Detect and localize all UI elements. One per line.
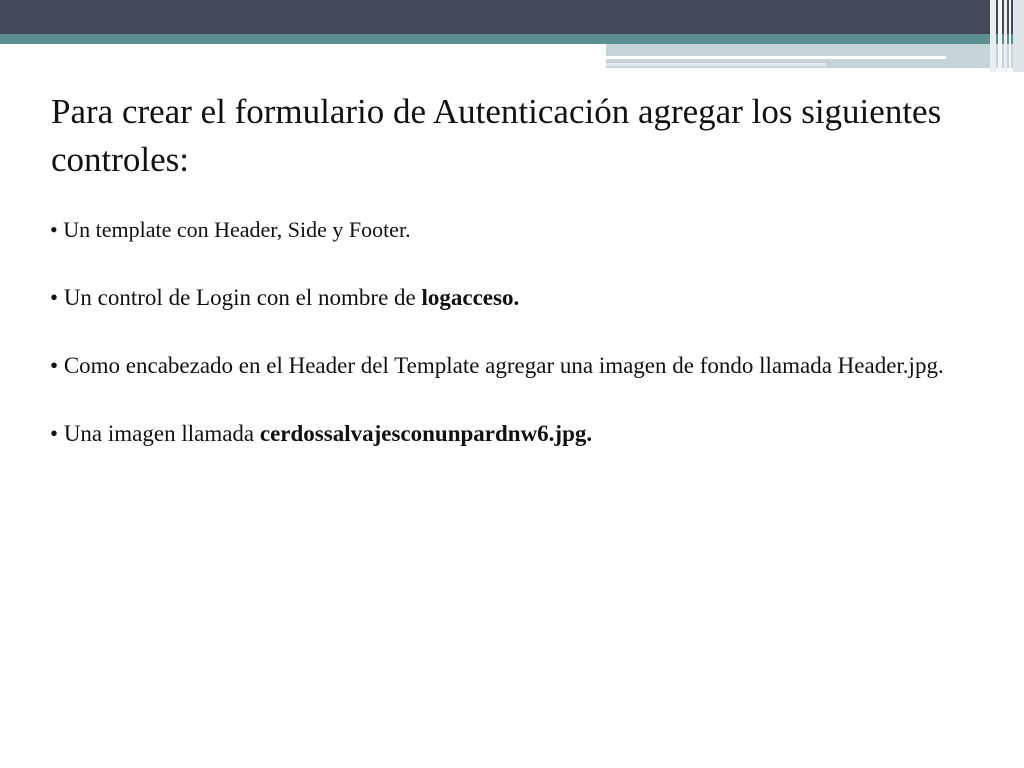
bullet-text: Un control de Login con el nombre de	[63, 285, 422, 310]
header-white-band	[0, 44, 606, 68]
corner-stripe	[1013, 0, 1024, 72]
header-accent-line	[606, 56, 946, 59]
bullet-text: Como encabezado en el Header del Template agregar una imagen de fondo llamada Header.jpg.	[63, 353, 944, 378]
corner-stripe	[990, 0, 996, 72]
bullet-item	[50, 213, 950, 247]
bullet-item	[50, 417, 950, 451]
bullet-marker: •	[50, 285, 59, 310]
bullet-marker: •	[50, 421, 59, 446]
bullet-item	[50, 349, 950, 383]
bullet-bold-text: cerdossalvajesconunpardnw6.jpg.	[259, 421, 593, 446]
header-dark-band	[0, 0, 1024, 34]
corner-stripe	[1009, 0, 1011, 72]
bullet-list	[50, 213, 950, 485]
slide-title: Para crear el formulario de Autenticación agregar los siguientes controles:	[51, 92, 942, 179]
bullet-text: Un template con Header, Side y Footer.	[63, 217, 411, 242]
bullet-item	[50, 281, 950, 315]
bullet-marker: •	[50, 353, 59, 378]
header-accent-line	[606, 63, 826, 66]
corner-stripe	[998, 0, 1002, 72]
bullet-bold-text: logacceso.	[421, 285, 520, 310]
bullet-text: Una imagen llamada	[63, 421, 260, 446]
corner-stripe	[1004, 0, 1007, 72]
bullet-marker: •	[50, 217, 58, 242]
